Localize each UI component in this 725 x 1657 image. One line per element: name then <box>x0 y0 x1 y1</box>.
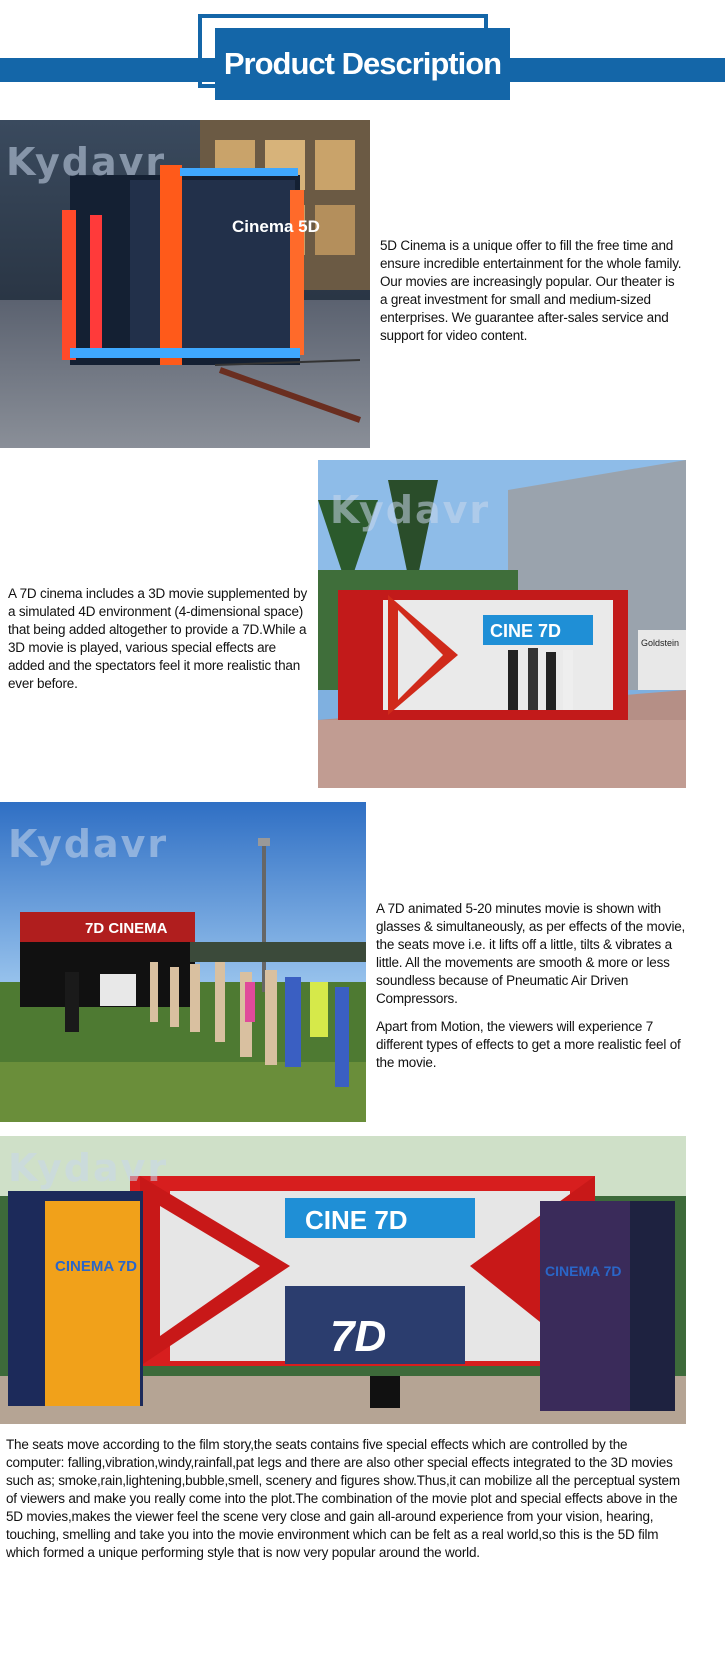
section-1-text: 5D Cinema is a unique offer to fill the free time and ensure incredible entertainment for the whole family. Our movies are increasingly popular. Our theater is a great investment for small and medium-sized enterprises. We guarantee after-sales service and support for video content. <box>380 238 682 343</box>
photo-cine-7d-wide <box>0 1136 686 1424</box>
section-3-text-2: Apart from Motion, the viewers will experience 7 different types of effects to get a more realistic feel of the movie. <box>376 1019 681 1070</box>
photo-cine-7d-plaza <box>318 460 686 788</box>
watermark-logo: Kydavr <box>8 1146 169 1190</box>
photo-cinema-5d <box>0 120 370 448</box>
section-4-text: The seats move according to the film story,the seats contains five special effects which are controlled by the computer: falling,vibration,windy,rainfall,pat legs and there are also other special effects integrated to the 3D movies such as; smoke,rain,lightening,bubble,smell, scenery and figures show.Thus,it can mobilize all the perceptual system of viewers and make you really come into the plot.The combination of the movie plot and special effects above in the 5D movies,makes the viewer feel the scene very close and gain all-around experience from your vision, hearing, touching, smelling and take you into the movie environment which can be felt as a real world,so this is the 5D film which formed a unique performing style that is now very popular around the world. <box>6 1437 680 1560</box>
poster-right-label: CINEMA 7D <box>545 1263 622 1279</box>
floor-7d-text: 7D <box>330 1312 387 1361</box>
photo-7d-cinema-queue <box>0 802 366 1122</box>
sign-cinema-5d: Cinema 5D <box>232 217 320 236</box>
page-title: Product Description <box>223 46 502 81</box>
header-box <box>215 28 510 100</box>
section-3-text: A 7D animated 5-20 minutes movie is shown with glasses & simultaneously, as per effects of the movie, the seats move i.e. it lifts off a little, tilts & vibrates a little. All the movements are smooth & more or less soundless because of Pneumatic Air Driven Compressors. <box>376 901 686 1006</box>
sign-cine-7d-large: CINE 7D <box>305 1205 408 1235</box>
watermark-logo: Kydavr <box>8 822 169 866</box>
watermark-logo: Kydavr <box>330 488 491 532</box>
section-2-text: A 7D cinema includes a 3D movie supplemented by a simulated 4D environment (4-dimensional space) that being added altogether to provide a 7D.While a 3D movie is played, various special effects are added and the spectators feel it more realistic than ever before. <box>8 586 308 691</box>
building-sign: Goldstein <box>641 638 680 648</box>
sign-7d-cinema: 7D CINEMA <box>85 920 168 937</box>
poster-left-label: CINEMA 7D <box>55 1258 137 1275</box>
sign-cine-7d: CINE 7D <box>490 621 562 641</box>
watermark-logo: Kydavr <box>6 140 167 184</box>
